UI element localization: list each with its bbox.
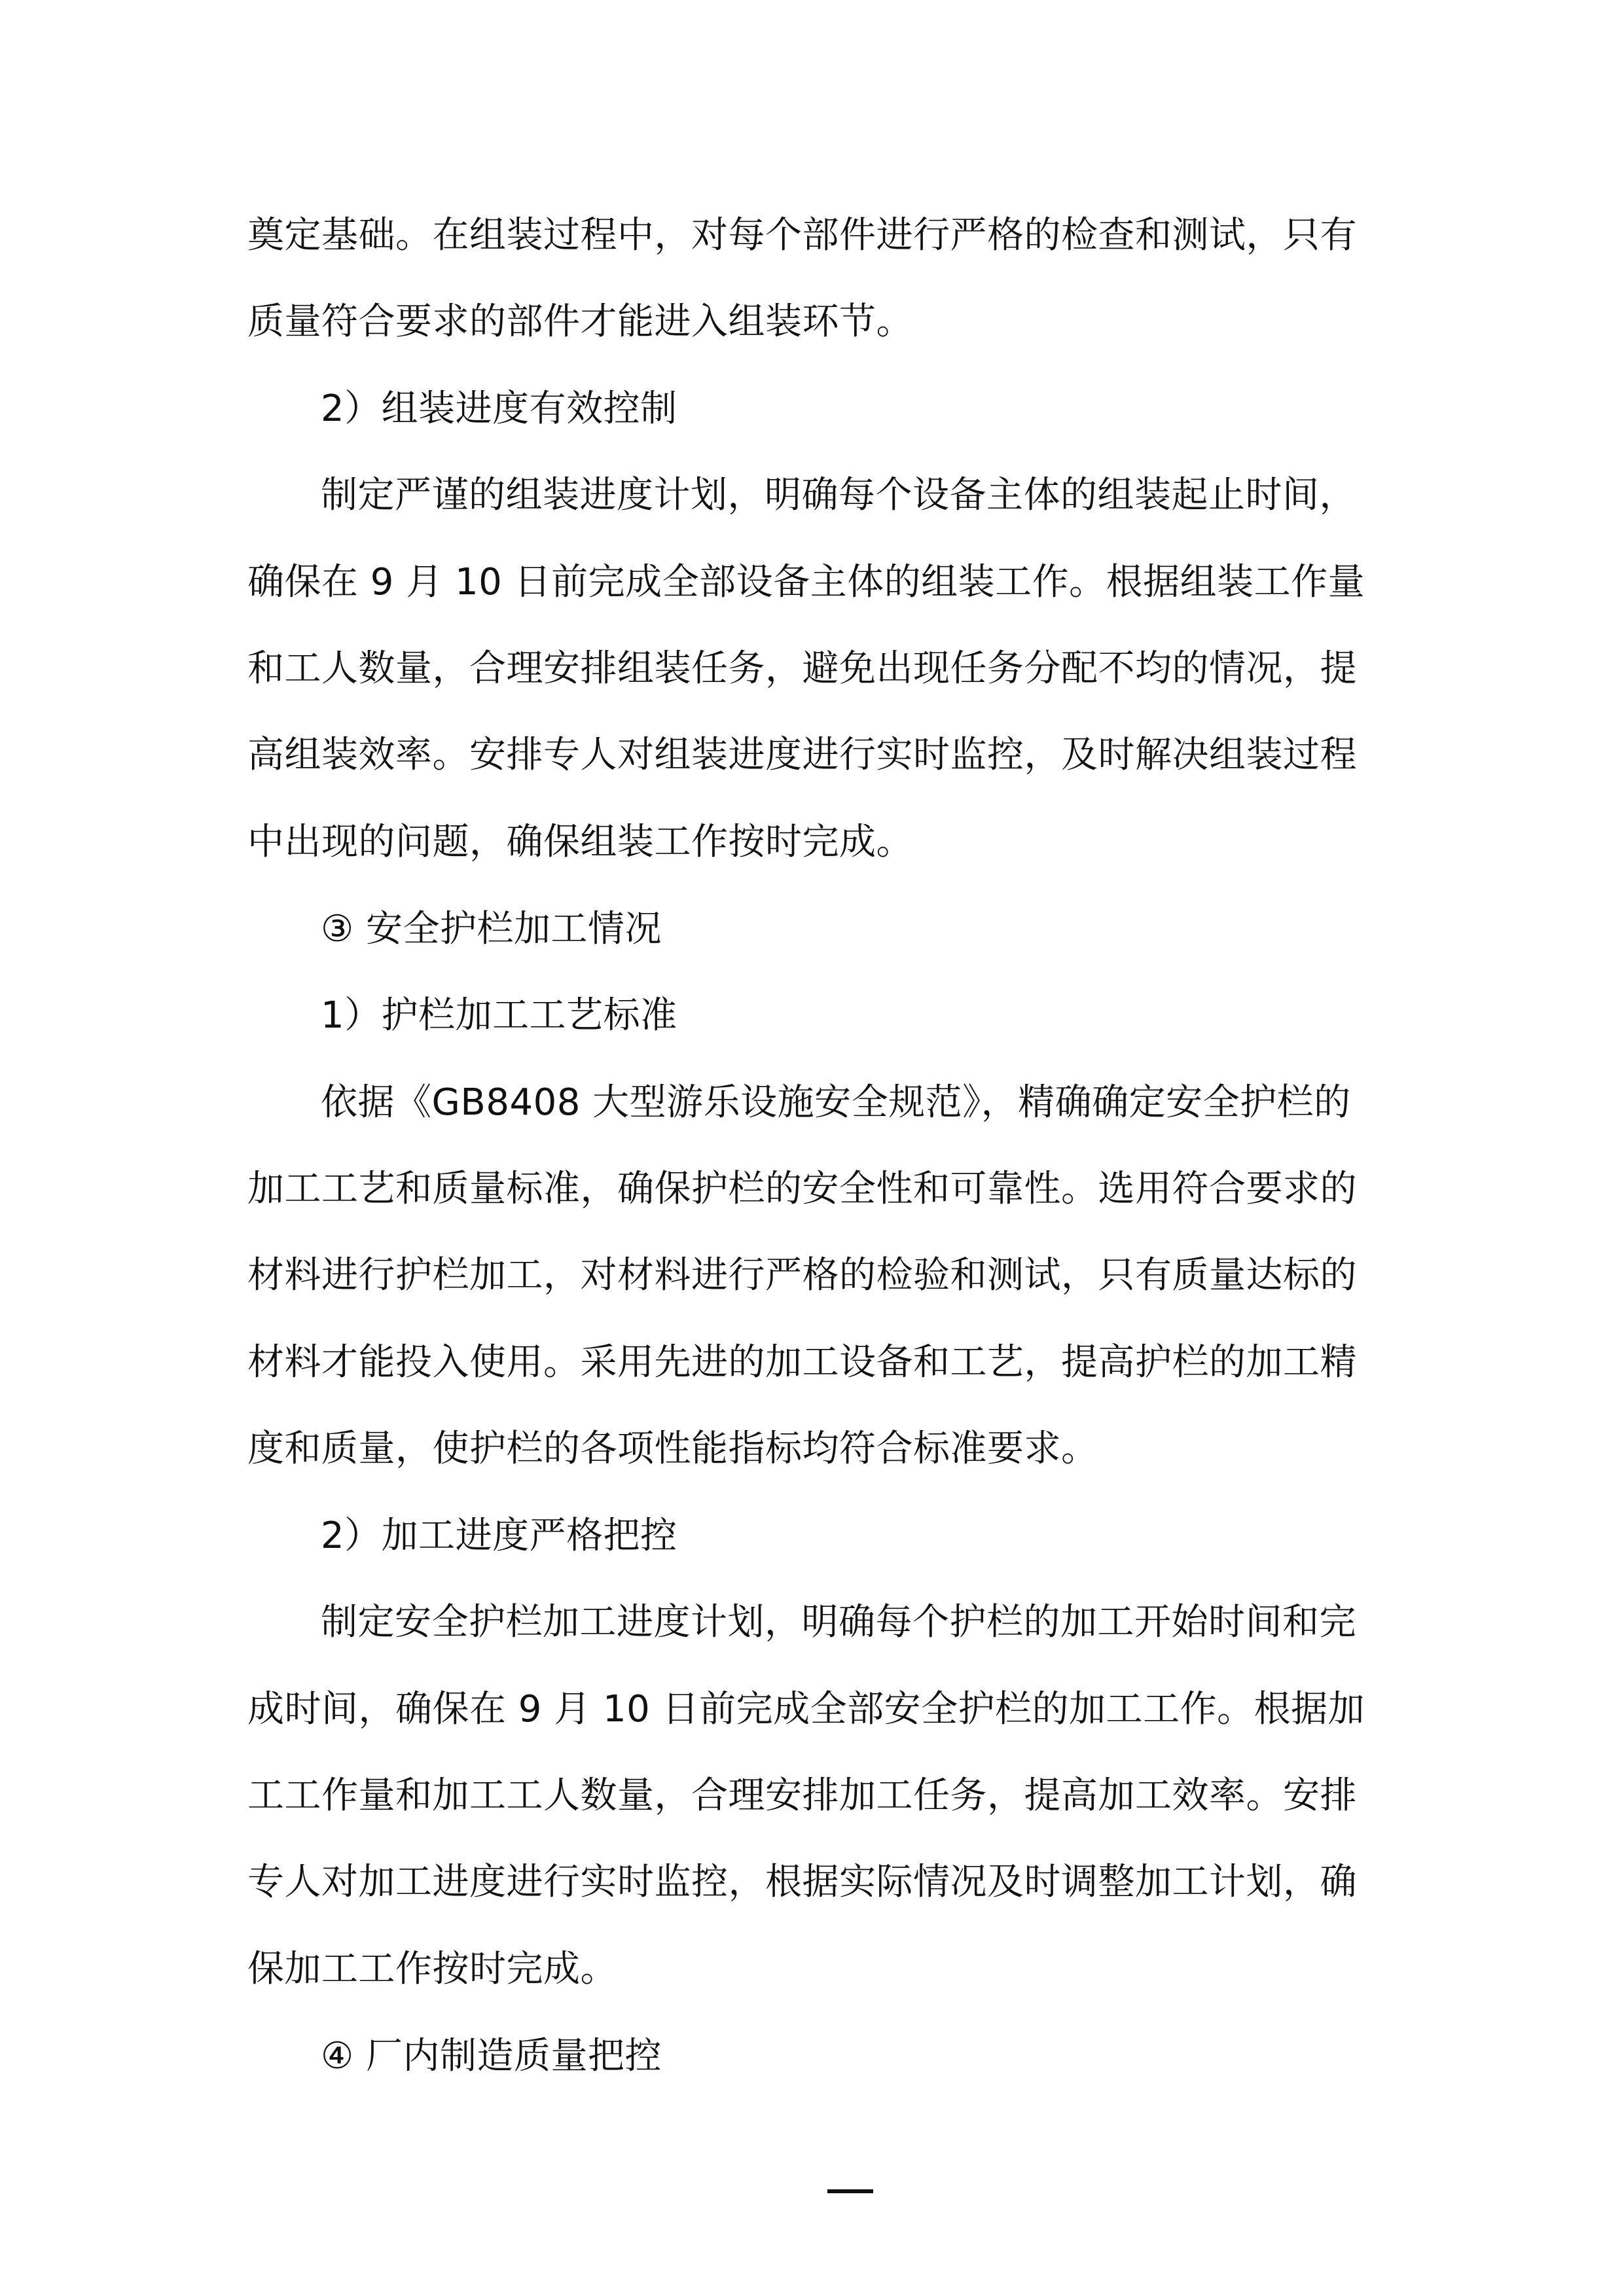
body-text-line: 材料进行护栏加工，对材料进行严格的检验和测试，只有质量达标的 — [247, 1254, 1357, 1297]
body-text-line: 材料才能投入使用。采用先进的加工设备和工艺，提高护栏的加工精 — [247, 1341, 1357, 1384]
body-text-line: 保加工工作按时完成。 — [247, 1948, 617, 1990]
body-text-line: 专人对加工进度进行实时监控，根据实际情况及时调整加工计划，确 — [247, 1861, 1357, 1903]
section-heading: ④ 厂内制造质量把控 — [321, 2035, 662, 2077]
subsection-heading: 1）护栏加工工艺标准 — [321, 994, 677, 1037]
body-text-line: 高组装效率。安排专人对组装进度进行实时监控，及时解决组装过程 — [247, 734, 1357, 776]
page-number-mark — [827, 2189, 873, 2193]
body-text-line: 制定安全护栏加工进度计划，明确每个护栏的加工开始时间和完 — [321, 1601, 1356, 1643]
body-text-line: 工工作量和加工工人数量，合理安排加工任务，提高加工效率。安排 — [247, 1774, 1357, 1817]
body-text-line: 加工工艺和质量标准，确保护栏的安全性和可靠性。选用符合要求的 — [247, 1168, 1357, 1210]
body-text-line: 成时间，确保在 9 月 10 日前完成全部安全护栏的加工工作。根据加 — [247, 1688, 1365, 1731]
body-text-line: 中出现的问题，确保组装工作按时完成。 — [247, 821, 913, 863]
subsection-heading: 2）组装进度有效控制 — [321, 387, 677, 430]
body-text-line: 度和质量，使护栏的各项性能指标均符合标准要求。 — [247, 1427, 1098, 1470]
section-heading: ③ 安全护栏加工情况 — [321, 908, 662, 950]
body-text-line: 和工人数量，合理安排组装任务，避免出现任务分配不均的情况，提 — [247, 647, 1357, 690]
subsection-heading: 2）加工进度严格把控 — [321, 1515, 677, 1557]
body-text-line: 质量符合要求的部件才能进入组装环节。 — [247, 300, 913, 343]
body-text-line: 制定严谨的组装进度计划，明确每个设备主体的组装起止时间， — [321, 474, 1356, 516]
body-text-line: 奠定基础。在组装过程中，对每个部件进行严格的检查和测试，只有 — [247, 214, 1357, 257]
body-text-line: 确保在 9 月 10 日前完成全部设备主体的组装工作。根据组装工作量 — [247, 561, 1365, 603]
body-text-line: 依据《GB8408 大型游乐设施安全规范》，精确确定安全护栏的 — [321, 1081, 1351, 1124]
